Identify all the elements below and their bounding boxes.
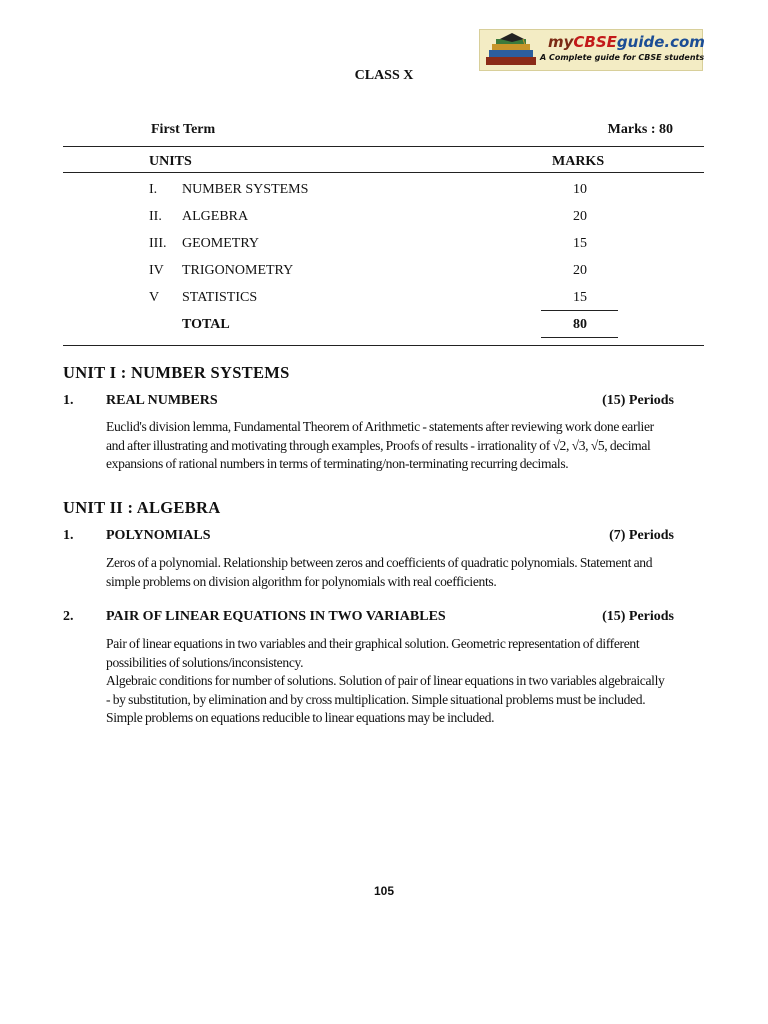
unit-heading: UNIT II : ALGEBRA (63, 498, 221, 517)
marks-label: Marks : 80 (607, 122, 673, 137)
text-line: - by substitution, by elimination and by cross multiplication. Simple situational problems must be included. (106, 691, 646, 707)
topic-title: POLYNOMIALS (106, 528, 211, 543)
units-header: UNITS (149, 154, 192, 169)
text-line: Simple problems on equations reducible to linear equations may be included. (106, 710, 495, 725)
row-number: IV (149, 263, 164, 278)
topic-periods: (15) Periods (602, 609, 674, 624)
books-icon (484, 33, 540, 68)
marks-header: MARKS (552, 154, 605, 169)
mycbseguide-logo (479, 29, 703, 71)
text-line: and after illustrating and motivating through examples, Proofs of results - irrationality of √2, √3, √5, decimal (106, 437, 651, 453)
table-row (0, 209, 768, 229)
row-marks: 15 (573, 290, 587, 305)
total-marks: 80 (573, 317, 587, 332)
row-unit-name: NUMBER SYSTEMS (182, 182, 309, 197)
text-line: expansions of rational numbers in terms of terminating/non-terminating recurring decimals. (106, 456, 569, 471)
row-number: II. (149, 209, 162, 224)
topic-heading (0, 528, 768, 548)
total-top-rule (541, 310, 618, 311)
topic-periods: (15) Periods (602, 393, 674, 408)
table-row (0, 263, 768, 283)
total-bottom-rule (541, 337, 618, 338)
table-row (0, 236, 768, 256)
row-number: I. (149, 182, 158, 197)
unit-heading: UNIT I : NUMBER SYSTEMS (63, 363, 290, 382)
topic-number: 1. (63, 393, 74, 408)
text-line: simple problems on division algorithm for polynomials with real coefficients. (106, 573, 497, 589)
text-line: Algebraic conditions for number of solutions. Solution of pair of linear equations in two variables algebraically (106, 673, 665, 688)
topic-heading (0, 609, 768, 629)
topic-title: PAIR OF LINEAR EQUATIONS IN TWO VARIABLES (106, 609, 446, 624)
row-marks: 20 (573, 263, 587, 278)
row-marks: 15 (573, 236, 587, 251)
table-bottom-rule (63, 345, 704, 346)
topic-number: 2. (63, 609, 74, 624)
table-top-rule (63, 146, 704, 147)
topic-title: REAL NUMBERS (106, 393, 218, 408)
topic-description (106, 418, 706, 474)
page-number: 105 (373, 884, 395, 898)
text-line: Zeros of a polynomial. Relationship between zeros and coefficients of quadratic polynomials. Statement and (106, 555, 653, 570)
table-header-rule (63, 172, 704, 173)
topic-heading (0, 393, 768, 413)
row-marks: 10 (573, 182, 587, 197)
logo-title: myCBSEguide.com (548, 33, 705, 51)
text-line: possibilities of solutions/inconsistency. (106, 654, 304, 670)
table-row (0, 290, 768, 310)
class-title: CLASS X (354, 68, 414, 83)
row-unit-name: ALGEBRA (182, 209, 249, 224)
row-number: III. (149, 236, 167, 251)
table-row (0, 182, 768, 202)
total-label: TOTAL (182, 317, 230, 332)
topic-description (106, 554, 706, 591)
row-unit-name: GEOMETRY (182, 236, 259, 251)
row-marks: 20 (573, 209, 587, 224)
total-row (0, 317, 768, 337)
row-number: V (149, 290, 160, 305)
text-line: Euclid's division lemma, Fundamental Theorem of Arithmetic - statements after reviewing work done earlier (106, 419, 654, 434)
text-line: Pair of linear equations in two variables and their graphical solution. Geometric representation of different (106, 636, 640, 651)
topic-number: 1. (63, 528, 74, 543)
topic-description (106, 635, 706, 728)
logo-subtitle: A Complete guide for CBSE students (540, 53, 705, 62)
row-unit-name: TRIGONOMETRY (182, 263, 294, 278)
term-label: First Term (151, 122, 216, 137)
topic-periods: (7) Periods (609, 528, 674, 543)
row-unit-name: STATISTICS (182, 290, 258, 305)
